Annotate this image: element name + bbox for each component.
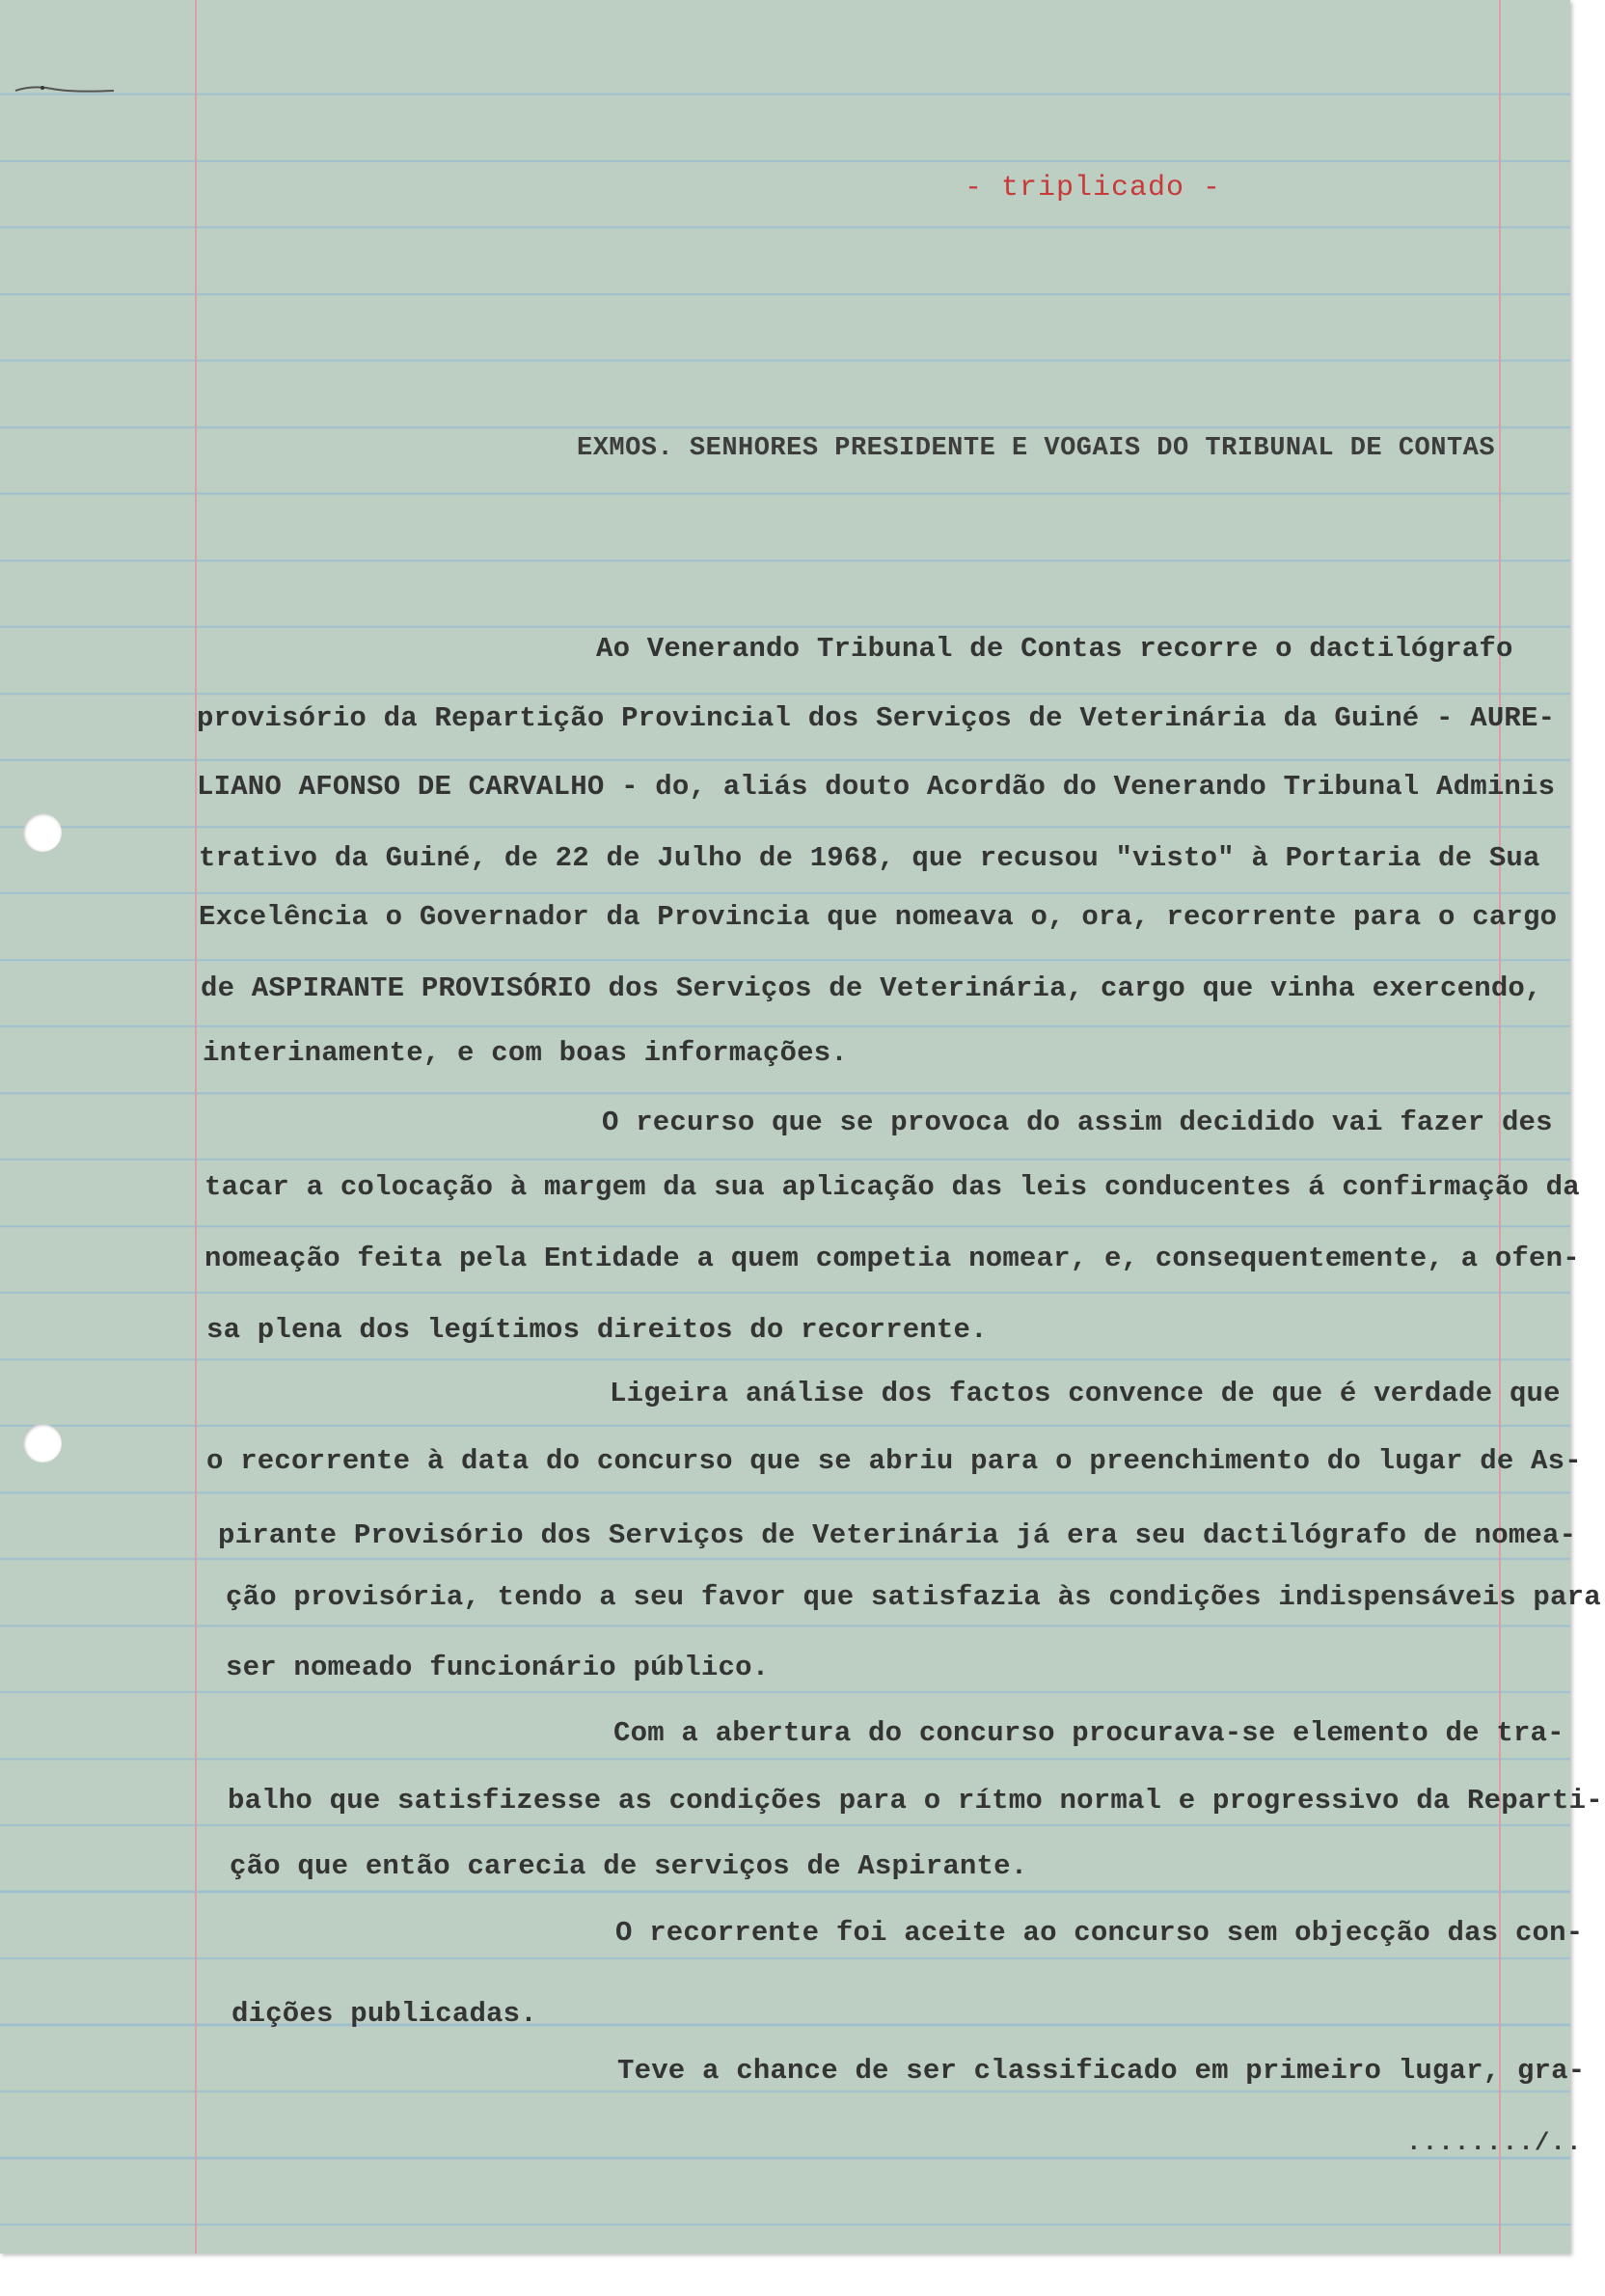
text-line: sa plena dos legítimos direitos do recorrente.: [206, 1314, 988, 1346]
continuation-mark: ......../..: [1406, 2128, 1583, 2157]
addressee-heading: EXMOS. SENHORES PRESIDENTE E VOGAIS DO TRIBUNAL DE CONTAS: [577, 434, 1496, 463]
punch-hole-lower: [23, 1424, 62, 1462]
text-line: ser nomeado funcionário público.: [226, 1652, 770, 1683]
text-line: de ASPIRANTE PROVISÓRIO dos Serviços de Veterinária, cargo que vinha exercendo,: [201, 972, 1542, 1004]
text-line: interinamente, e com boas informações.: [203, 1037, 848, 1069]
text-line: ção provisória, tendo a seu favor que satisfazia às condições indispensáveis para: [226, 1581, 1601, 1613]
left-margin-rule: [195, 0, 197, 2254]
text-line: O recurso que se provoca do assim decidido vai fazer des: [602, 1107, 1553, 1138]
text-line: Ao Venerando Tribunal de Contas recorre o dactilógrafo: [596, 633, 1513, 665]
text-line: o recorrente à data do concurso que se abriu para o preenchimento do lugar de As-: [206, 1445, 1582, 1477]
text-line: provisório da Repartição Provincial dos Serviços de Veterinária da Guiné - AURE-: [197, 702, 1556, 734]
ink-scribble: [14, 83, 114, 96]
text-line: balho que satisfizesse as condições para o rítmo normal e progressivo da Reparti-: [228, 1785, 1603, 1817]
text-line: Ligeira análise dos factos convence de que é verdade que: [610, 1378, 1561, 1409]
text-line: ção que então carecia de serviços de Aspirante.: [230, 1850, 1028, 1882]
text-line: Com a abertura do concurso procurava-se elemento de tra-: [613, 1717, 1564, 1749]
text-line: Excelência o Governador da Provincia que nomeava o, ora, recorrente para o cargo: [199, 901, 1558, 933]
copy-label: - triplicado -: [965, 172, 1222, 205]
text-line: Teve a chance de ser classificado em primeiro lugar, gra-: [617, 2055, 1586, 2087]
text-line: dições publicadas.: [231, 1998, 537, 2030]
text-line: LIANO AFONSO DE CARVALHO - do, aliás douto Acordão do Venerando Tribunal Adminis: [197, 771, 1556, 803]
text-line: tacar a colocação à margem da sua aplicação das leis conducentes á confirmação da: [204, 1171, 1580, 1203]
punch-hole-upper: [23, 813, 62, 852]
text-line: trativo da Guiné, de 22 de Julho de 1968, que recusou "visto" à Portaria de Sua: [199, 842, 1540, 874]
text-line: nomeação feita pela Entidade a quem competia nomear, e, consequentemente, a ofen-: [204, 1243, 1580, 1274]
text-line: pirante Provisório dos Serviços de Veterinária já era seu dactilógrafo de nomea-: [218, 1519, 1577, 1551]
text-line: O recorrente foi aceite ao concurso sem objecção das con-: [615, 1917, 1584, 1949]
